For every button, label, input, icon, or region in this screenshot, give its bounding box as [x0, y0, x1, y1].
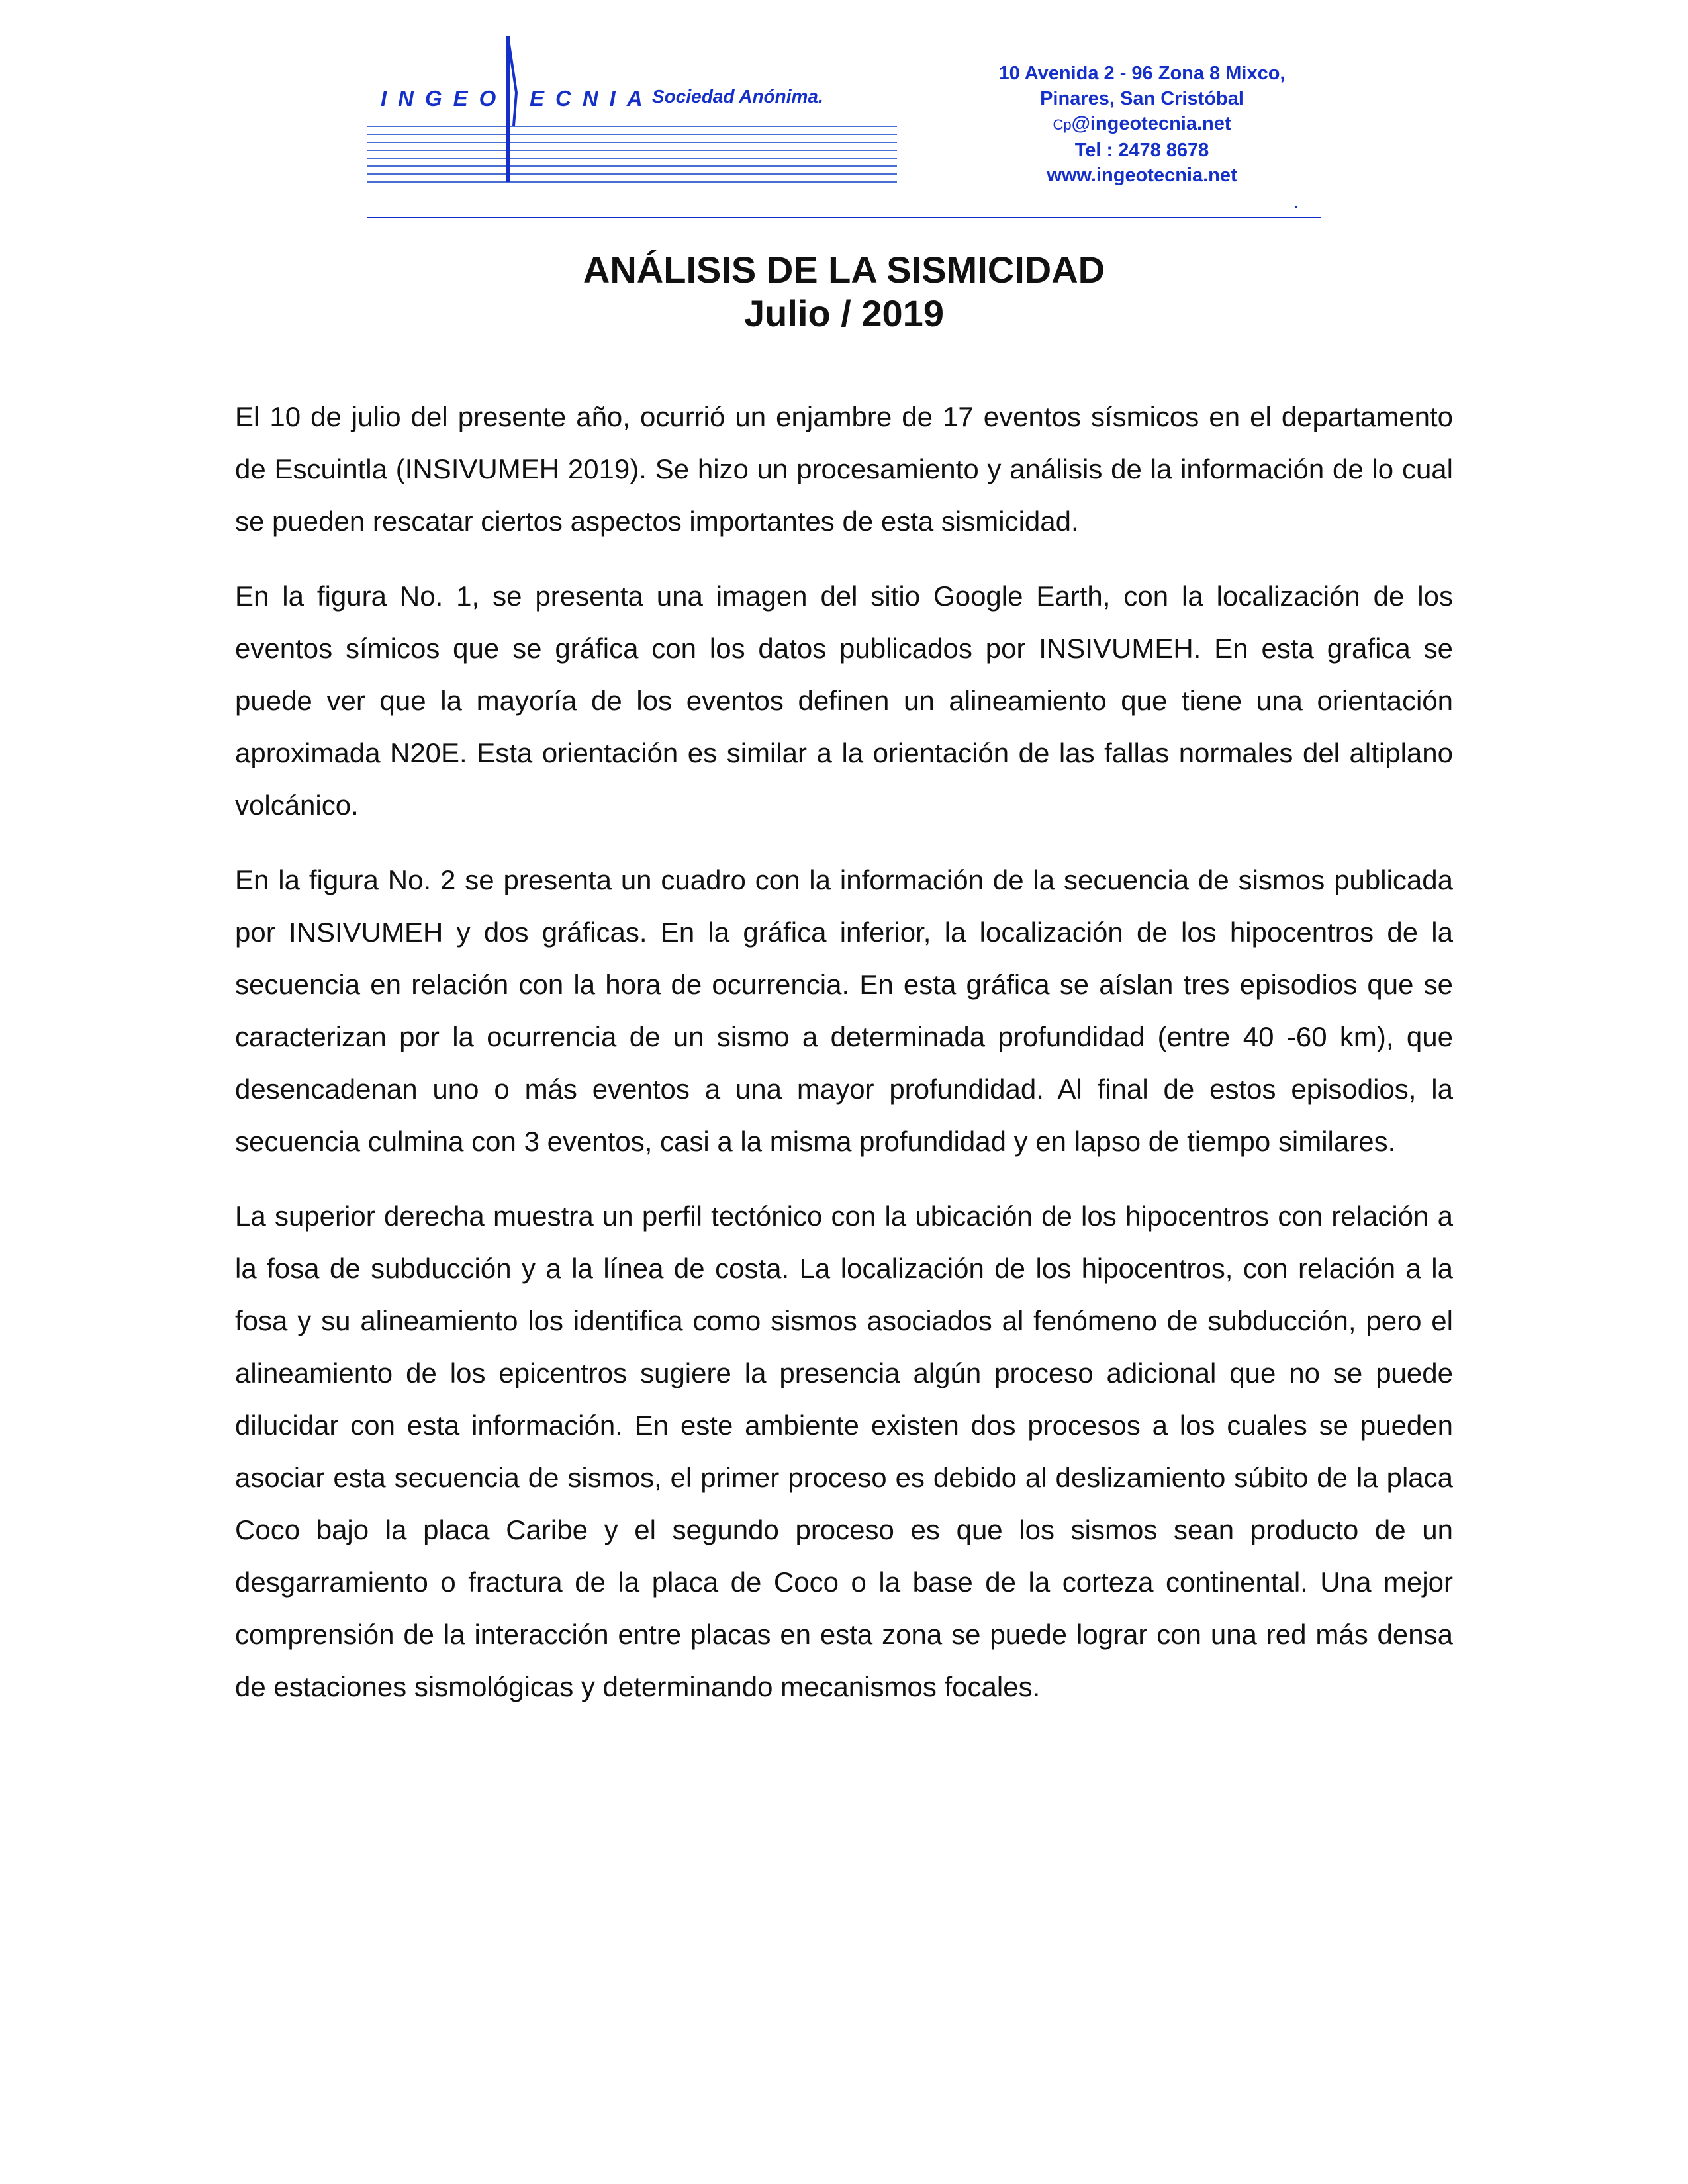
paragraph-4: La superior derecha muestra un perfil tectónico con la ubicación de los hipocentros con relación a la fosa de subducción y a la línea de costa. La localización de los hipocentros, con relación a la fosa y su alineamiento los identifica como sismos asociados al fenómeno de subducción, pero el alineamiento de los epicentros sugiere la presencia algún proceso adicional que no se puede dilucidar con esta información. En este ambiente existen dos procesos a los cuales se pueden asociar esta secuencia de sismos, el primer proceso es debido al deslizamiento súbito de la placa Coco bajo la placa Caribe y el segundo proceso es que los sismos sean producto de un desgarramiento o fractura de la placa de Coco o la base de la corteza continental. Una mejor comprensión de la interacción entre placas en esta zona se puede lograr con una red más densa de estaciones sismológicas y determinando mecanismos focales.: [235, 1201, 1453, 1702]
document-body: [235, 390, 1453, 1735]
header-rule: [367, 217, 1321, 218]
address-line-2: Pinares, San Cristóbal: [1040, 88, 1244, 109]
paragraph-2: En la figura No. 1, se presenta una imagen del sitio Google Earth, con la localización de los eventos símicos que se gráfica con los datos publicados por INSIVUMEH. En esta grafica se puede ver que la mayoría de los eventos definen un alineamiento que tiene una orientación aproximada N20E. Esta orientación es similar a la orientación de las fallas normales del altiplano volcánico.: [235, 580, 1453, 821]
logo-text-left: INGEO: [381, 86, 508, 111]
document-date: Julio / 2019: [744, 293, 944, 334]
document-title: ANÁLISIS DE LA SISMICIDAD: [583, 249, 1105, 291]
company-address: [953, 61, 1331, 188]
logo-text-right: ECNIA: [530, 86, 654, 111]
address-line-1: 10 Avenida 2 - 96 Zona 8 Mixco,: [998, 63, 1286, 84]
company-type: Sociedad Anónima.: [652, 86, 823, 107]
paragraph-1: El 10 de julio del presente año, ocurrió un enjambre de 17 eventos sísmicos en el departamento de Escuintla (INSIVUMEH 2019). Se hizo un procesamiento y análisis de la información de lo cual se pueden rescatar ciertos aspectos importantes de esta sismicidad.: [235, 401, 1453, 537]
email-domain: @ingeotecnia.net: [1071, 113, 1231, 134]
website: www.ingeotecnia.net: [1047, 165, 1237, 186]
letterhead: [0, 0, 1688, 225]
rule-dot: [1295, 206, 1297, 208]
email-prefix: Cp: [1053, 116, 1072, 133]
paragraph-3: En la figura No. 2 se presenta un cuadro con la información de la secuencia de sismos publicada por INSIVUMEH y dos gráficas. En la gráfica inferior, la localización de los hipocentros de la secuencia en relación con la hora de ocurrencia. En esta gráfica se aíslan tres episodios que se caracterizan por la ocurrencia de un sismo a determinada profundidad (entre 40 -60 km), que desencadenan uno o más eventos a una mayor profundidad. Al final de estos episodios, la secuencia culmina con 3 eventos, casi a la misma profundidad y en lapso de tiempo similares.: [235, 864, 1453, 1157]
document-title-block: [0, 248, 1688, 336]
phone: Tel : 2478 8678: [1074, 140, 1209, 161]
logo-mark-icon: [490, 33, 536, 185]
email: [953, 111, 1331, 138]
